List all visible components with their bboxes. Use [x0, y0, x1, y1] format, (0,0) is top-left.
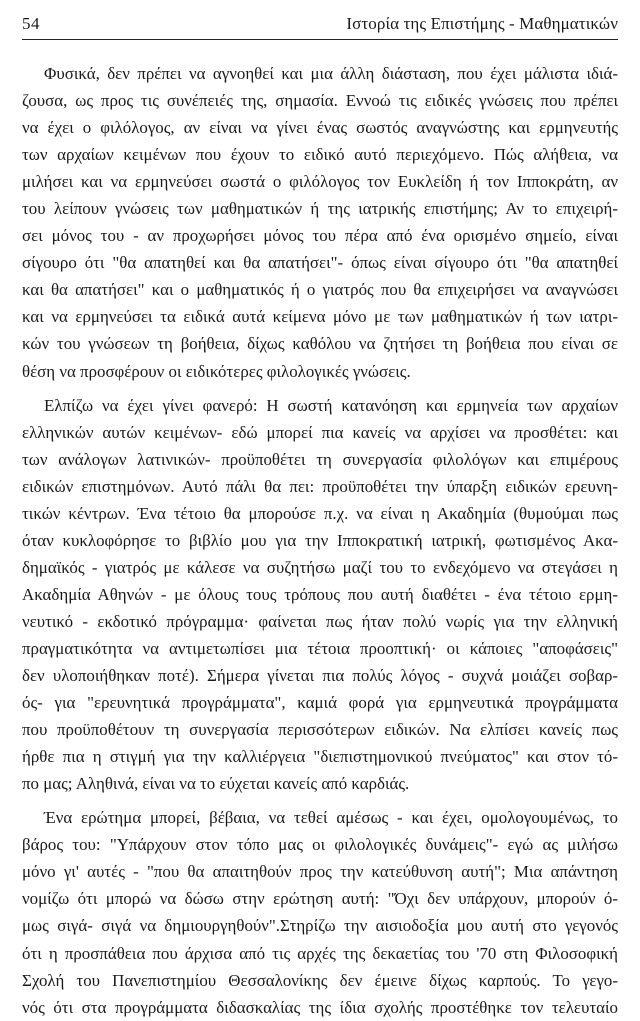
running-title: Ιστορία της Επιστήμης - Μαθηματικών — [346, 14, 618, 33]
text-line: του λείπουν γνώσεις των μαθηματικών ή της ιατρικής επιστήμης; Αν το επιχειρή- — [22, 199, 618, 219]
text-line: βάρος του: "Υπάρχουν στον τόπο μας οι φιλολογικές δυνάμεις"- εγώ ας μιλήσω — [22, 835, 618, 855]
text-line: των αρχαίων κειμένων που έχουν το ειδικό αυτό περιεχόμενο. Πώς αλήθεια, να — [22, 145, 618, 165]
text-line: νομίζω ότι μπορώ να δώσω στην ερώτηση αυτή: "Όχι δεν υπάρχουν, μπορούν ό- — [22, 889, 618, 909]
text-line: πραγματικότητα να αντιμετωπίσει μια τέτοια προοπτική· οι κάποιες "αποφάσεις" — [22, 638, 618, 658]
text-line: μιλήσει και να ερμηνεύσει σωστά ο φιλόλογος τον Ευκλείδη ή τον Ιπποκράτη, αν — [22, 172, 618, 192]
text-line: τικών κέντρων. Ένα τέτοιο θα μπορούσε π.χ. να είναι η Ακαδημία (θυμούμαι πως — [22, 503, 618, 523]
text-line: να έχει ο φιλόλογος, αν είναι να γίνει ένας σωστός αναγνώστης και ερμηνευτής — [22, 118, 618, 138]
text-line: όταν κυκλοφόρησε το βιβλίο μου για την Ιπποκρατική ιατρική, φωτισμένος Ακα- — [22, 530, 618, 550]
text-line: νός ότι στα προγράμματα διδασκαλίας της ίδια σχολής προστέθηκε τον τελευταίο — [22, 997, 618, 1017]
text-line: Ένα ερώτημα μπορεί, βέβαια, να τεθεί αμέσως - και έχει, ομολογουμένως, το — [44, 808, 618, 828]
text-line: νευτικό - εκδοτικό πρόγραμμα· φαίνεται πως ήταν πολύ νωρίς για την ελληνική — [22, 611, 618, 631]
text-line: πο μας; Αληθινά, είναι να το εύχεται κανείς από καρδιάς. — [22, 774, 410, 794]
paragraph — [22, 392, 618, 798]
text-line: και θα απατήσει" και ο μαθηματικός ή ο γιατρός που θα επιχειρήσει να αναγνώσει — [22, 280, 618, 300]
text-line: Φυσικά, δεν πρέπει να αγνοηθεί και μια άλλη διάσταση, που έχει μάλιστα ιδιά- — [44, 64, 618, 83]
text-line: Ελπίζω να έχει γίνει φανερό: Η σωστή κατανόηση και ερμηνεία των αρχαίων — [44, 395, 618, 415]
text-line: ελληνικών αυτών κειμένων- εδώ μπορεί πια κανείς να αρχίσει να προσθέτει: και — [22, 422, 618, 442]
text-line: των ανάλογων λατινικών- προϋποθέτει τη συνεργασία φιλολόγων και επιμέρους — [22, 449, 618, 469]
text-line: ήρθε πια η στιγμή για την καλλιέργεια "διεπιστημονικού πνεύματος" και στον τό- — [22, 747, 618, 767]
text-line: ότι η προσπάθεια που άρχισα από τις αρχές της δεκαετίας του '70 στη Φιλοσοφική — [22, 943, 618, 963]
body-text — [22, 60, 618, 1021]
text-line: και να ερμηνεύσει τα ειδικά αυτά κείμενα μόνο με των μαθηματικών ή των ιατρι- — [22, 307, 618, 327]
page-number: 54 — [22, 14, 40, 33]
text-line: δεν υλοποιήθηκαν ποτέ). Σήμερα γίνεται πια πολύς λόγος - συχνά μοιάζει σοβαρ- — [22, 666, 618, 686]
text-line: Σχολή του Πανεπιστημίου Θεσσαλονίκης δεν έμεινε δίχως καρπούς. Το γεγο- — [22, 970, 618, 990]
text-line: ζουσα, ως προς τις συνέπειές της, σημασία. Εννοώ τις ειδικές γνώσεις που πρέπει — [22, 91, 618, 111]
text-line: ειδικών επιστημόνων. Αυτό πάλι θα πει: προϋποθέτει την ύπαρξη ειδικών ερευνη- — [22, 476, 618, 496]
running-header — [22, 14, 618, 40]
paragraph — [22, 804, 618, 1020]
text-line: κών του γνώσεων τη βοήθεια, δίχως καθόλου να ζητήσει τη βοήθεια που είναι σε — [22, 334, 618, 354]
text-line: που προϋποθέτουν τη συνεργασία περισσότερων ειδικών. Να ελπίσει κανείς πως — [22, 720, 618, 740]
text-line: ός- για "ερευνητικά προγράμματα", καμιά φορά για ερμηνευτικά προγράμματα — [22, 693, 618, 713]
text-line: σίγουρο ότι "θα απατηθεί και θα απατήσει"- όπως είναι σίγουρο ότι "θα απατηθεί — [22, 253, 618, 273]
text-line: σει μόνος του - αν προχωρήσει μόνος του πέρα από ένα ορισμένο σημείο, είναι — [22, 226, 618, 246]
text-line: θέση να προσφέρουν οι ειδικότερες φιλολογικές γνώσεις. — [22, 361, 411, 381]
text-line: δημαϊκός - γιατρός με κάλεσε να συζητήσω μαζί του το ενδεχόμενο να στεγάσει η — [22, 557, 618, 577]
text-line: μόνο γι' αυτές - "που θα απαιτηθούν προς την κατεύθυνση αυτή"; Μια απάντηση — [22, 862, 618, 882]
text-line: Ακαδημία Αθηνών - με όλους τους τρόπους που αυτή διαθέτει - ένα τέτοιο ερμη- — [22, 584, 618, 604]
text-line: μως σιγά- σιγά να δημιουργηθούν".Στηρίζω την αισιοδοξία μου αυτή στο γεγονός — [22, 916, 618, 936]
paragraph — [22, 60, 618, 385]
